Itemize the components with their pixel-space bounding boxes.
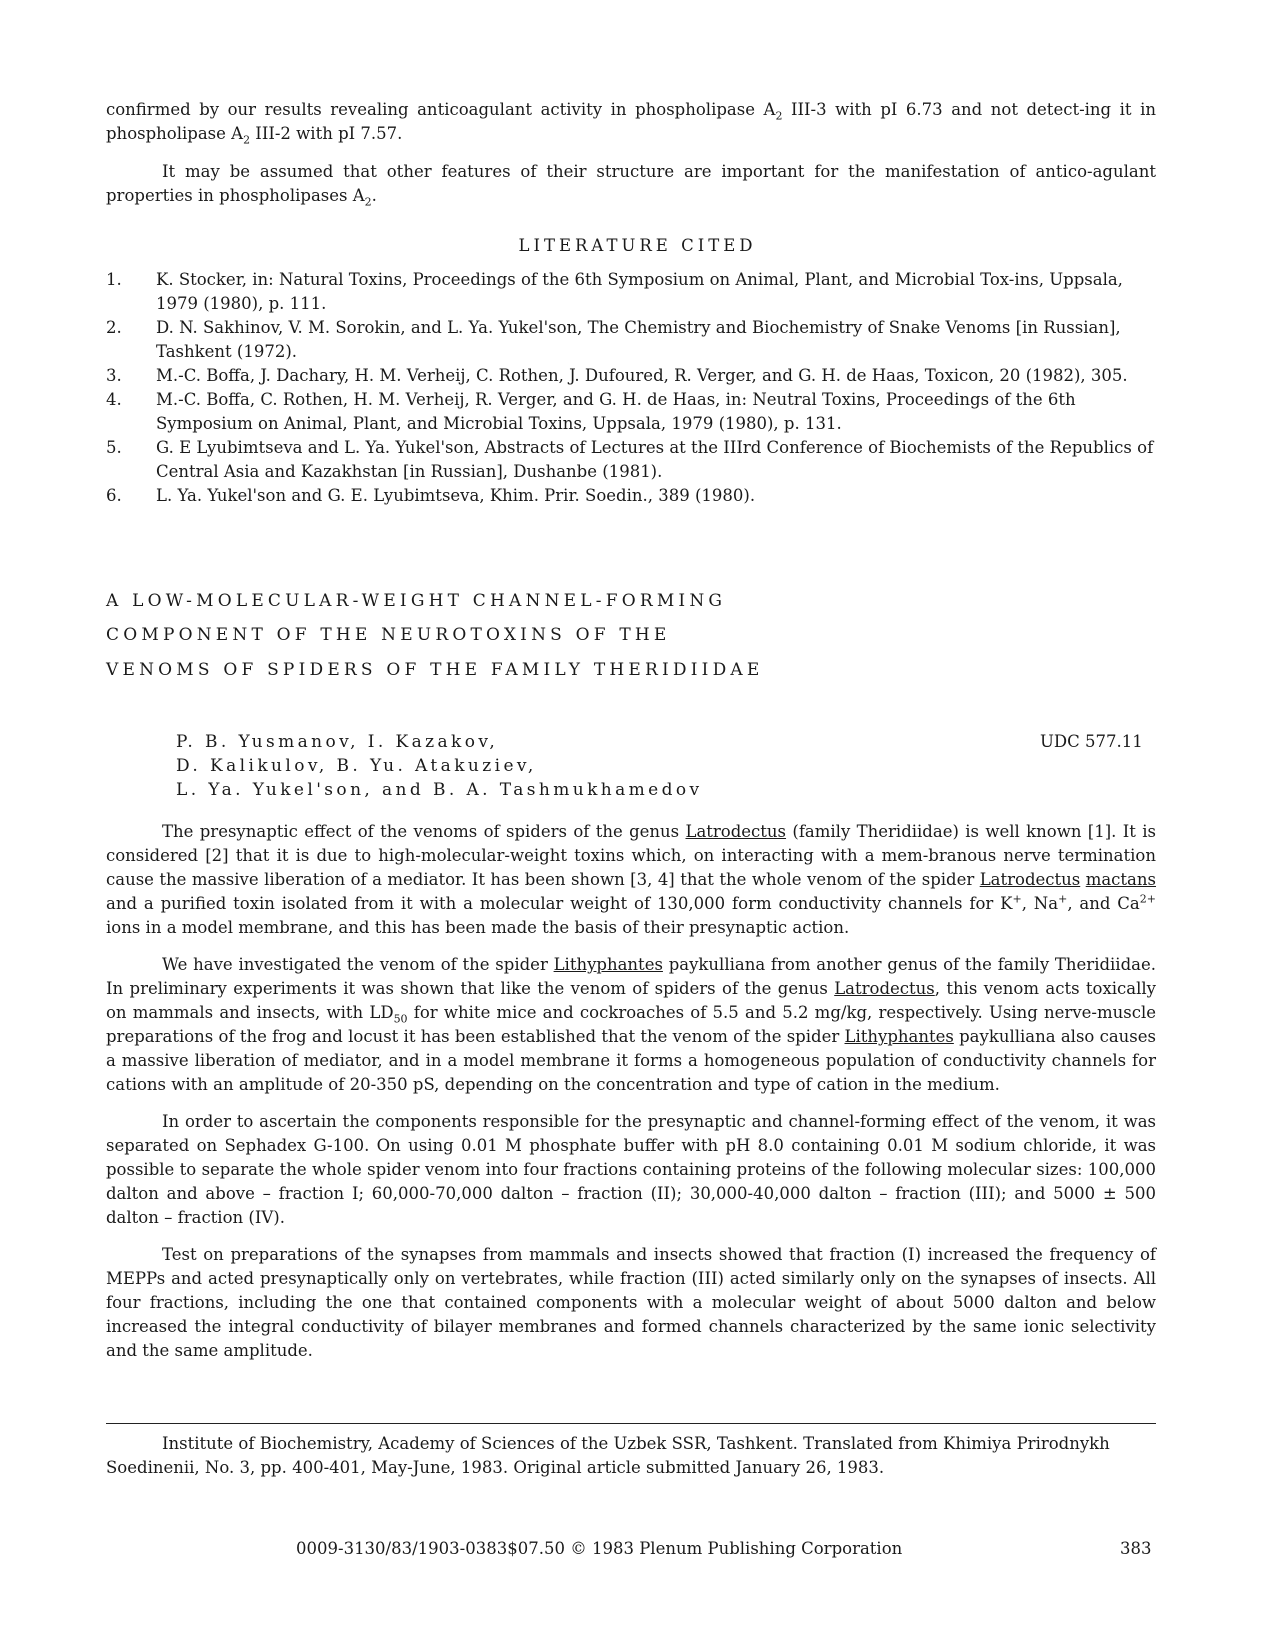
reference-text: L. Ya. Yukel'son and G. E. Lyubimtseva, Khim. Prir. Soedin., 389 (1980). (156, 486, 756, 505)
reference-text: G. E Lyubimtseva and L. Ya. Yukel'son, Abstracts of Lectures at the IIIrd Conference of Biochemists of the Republics of Central Asia and Kazakhstan [in Russian], Dushanbe (1981). (156, 438, 1154, 481)
reference-item (106, 364, 1156, 388)
text-run: ions in a model membrane, and this has been made the basis of their presynaptic action. (106, 918, 850, 937)
genus-name: Latrodectus (685, 822, 787, 841)
reference-text: D. N. Sakhinov, V. M. Sorokin, and L. Ya. Yukel'son, The Chemistry and Biochemistry of Snake Venoms [in Russian], Tashkent (1972). (156, 318, 1121, 361)
text-run: paykulliana also causes a massive liberation of mediator, and in a model membrane it forms a homogeneous population of conductivity channels for cations with an amplitude of 20-350 pS, depending on the concentration and type of cation in the medium. (106, 1027, 1156, 1094)
reference-item (106, 484, 1156, 508)
article-title-line: VENOMS OF SPIDERS OF THE FAMILY THERIDIIDAE (106, 660, 764, 680)
reference-number: 6. (106, 486, 122, 505)
text-run: It may be assumed that other features of their structure are important for the manifestation of antico-agulant properties in phospholipases A (106, 162, 1156, 205)
superscript: 2+ (1139, 892, 1156, 906)
subscript: 2 (243, 133, 251, 147)
udc-code: UDC 577.11 (1040, 732, 1143, 751)
paragraph (106, 820, 1156, 940)
subscript: 2 (364, 195, 372, 209)
subscript: 2 (775, 109, 783, 123)
page-number: 383 (1120, 1539, 1152, 1558)
reference-number: 3. (106, 366, 122, 385)
literature-heading: LITERATURE CITED (518, 236, 757, 255)
paragraph (106, 953, 1156, 1097)
author-line: D. Kalikulov, B. Yu. Atakuziev, (176, 756, 537, 776)
subscript: 50 (393, 1012, 408, 1026)
text-run: , and Ca (1067, 894, 1140, 913)
reference-item (106, 436, 1156, 484)
continued-text (106, 98, 1156, 208)
copyright-line: 0009-3130/83/1903-0383$07.50 © 1983 Plenum Publishing Corporation (296, 1539, 903, 1558)
text-run: III-3 with pI 6.73 and not detect-ing it in phospholipase A (106, 100, 1156, 143)
reference-item (106, 316, 1156, 364)
genus-name: Lithyphantes (844, 1027, 954, 1046)
text-run: The presynaptic effect of the venoms of spiders of the genus (162, 822, 686, 841)
reference-number: 5. (106, 438, 122, 457)
author-line: P. B. Yusmanov, I. Kazakov, (176, 732, 499, 752)
author-line: L. Ya. Yukel'son, and B. A. Tashmukhamedov (176, 780, 703, 800)
article-title-line: A LOW-MOLECULAR-WEIGHT CHANNEL-FORMING (106, 591, 727, 611)
text-run: and a purified toxin isolated from it with a molecular weight of 130,000 form conductivity channels for K (106, 894, 1013, 913)
reference-text: M.-C. Boffa, C. Rothen, H. M. Verheij, R. Verger, and G. H. de Haas, in: Neutral Toxins, Proceedings of the 6th Symposium on Animal, Plant, and Microbial Toxins, Uppsala, 1979 (1980), p. 131. (156, 390, 1076, 433)
paragraph (106, 160, 1156, 208)
footnote (106, 1432, 1156, 1480)
author-list (176, 730, 703, 802)
article-title-line: COMPONENT OF THE NEUROTOXINS OF THE (106, 625, 671, 645)
text-run: confirmed by our results revealing anticoagulant activity in phospholipase A (106, 100, 776, 119)
text-run: , Na (1021, 894, 1059, 913)
paragraph: Test on preparations of the synapses from mammals and insects showed that fraction (I) increased the frequency of MEPPs and acted presynaptically only on vertebrates, while fraction (III) acted similarly only on the synapses of insects. All four fractions, including the one that contained components with a molecular weight of about 5000 dalton and below increased the integral conductivity of bilayer membranes and formed channels characterized by the same ionic selectivity and the same amplitude. (106, 1245, 1156, 1360)
article-body (106, 820, 1156, 1363)
text-run: We have investigated the venom of the spider (162, 955, 554, 974)
reference-list (106, 268, 1156, 508)
superscript: + (1058, 892, 1068, 906)
text-run: for white mice and cockroaches of 5.5 and 5.2 mg/kg, respectively. Using nerve-muscle preparations of the frog and locust it has been established that the venom of the spider (106, 1003, 1157, 1046)
text-run: paykulliana from another genus of the family Theridiidae. In preliminary experiments it was shown that like the venom of spiders of the genus (106, 955, 1156, 998)
text-run: (family Theridiidae) is well known [1]. It is considered [2] that it is due to high-molecular-weight toxins which, on interacting with a mem-branous nerve termination cause the massive liberation of a mediator. It has been shown [3, 4] that the whole venom of the spider (106, 822, 1156, 889)
reference-item (106, 268, 1156, 316)
reference-item (106, 388, 1156, 436)
footnote-text: Institute of Biochemistry, Academy of Sciences of the Uzbek SSR, Tashkent. Translated from Khimiya Prirodnykh Soedinenii, No. 3, pp. 400-401, May-June, 1983. Original article submitted January 26, 1983. (106, 1434, 1110, 1477)
paragraph (106, 98, 1156, 146)
footnote-divider (106, 1423, 1156, 1424)
text-run: III-2 with pI 7.57. (250, 124, 403, 143)
reference-text: M.-C. Boffa, J. Dachary, H. M. Verheij, C. Rothen, J. Dufoured, R. Verger, and G. H. de Haas, Toxicon, 20 (1982), 305. (156, 366, 1128, 385)
reference-number: 4. (106, 390, 122, 409)
superscript: + (1012, 892, 1022, 906)
genus-name: Latrodectus (979, 870, 1081, 889)
reference-text: K. Stocker, in: Natural Toxins, Proceedings of the 6th Symposium on Animal, Plant, and Microbial Tox-ins, Uppsala, 1979 (1980), p. 111. (156, 270, 1123, 313)
text-run: , this venom acts toxically on mammals and insects, with LD (106, 979, 1157, 1022)
genus-name: Latrodectus (834, 979, 935, 998)
text-run: . (371, 186, 377, 205)
reference-number: 2. (106, 318, 122, 337)
genus-name: Lithyphantes (553, 955, 663, 974)
reference-number: 1. (106, 270, 122, 289)
paragraph: In order to ascertain the components responsible for the presynaptic and channel-forming effect of the venom, it was separated on Sephadex G-100. On using 0.01 M phosphate buffer with pH 8.0 containing 0.01 M sodium chloride, it was possible to separate the whole spider venom into four fractions containing proteins of the following molecular sizes: 100,000 dalton and above – fraction I; 60,000-70,000 dalton – fraction (II); 30,000-40,000 dalton – fraction (III); and 5000 ± 500 dalton – fraction (IV). (106, 1112, 1156, 1227)
species-name: mactans (1085, 870, 1156, 889)
